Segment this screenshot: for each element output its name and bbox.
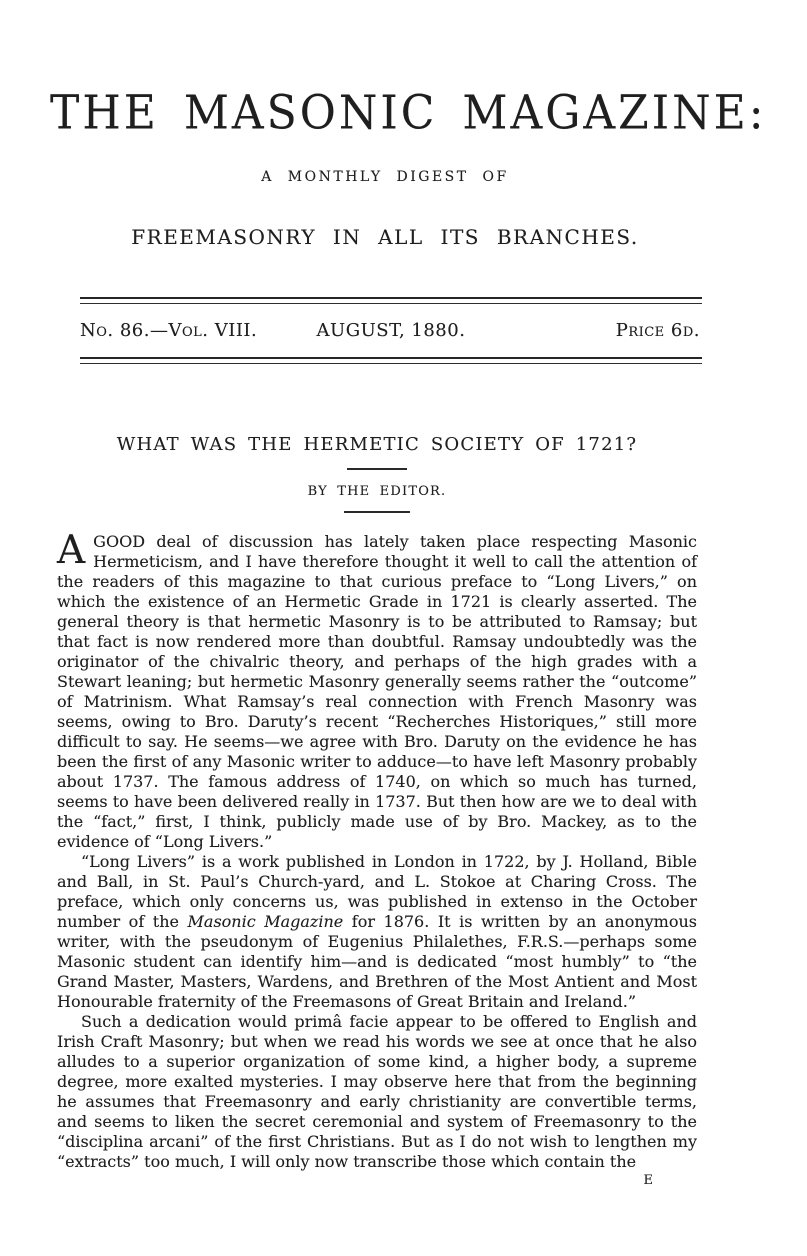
masthead [50,0,767,249]
signature-line [57,1173,697,1188]
masthead-subtitle-freemasonry: FREEMASONRY IN ALL ITS BRANCHES. [131,225,639,249]
issue-price: Price 6d. [615,320,700,341]
paragraph-1-text: GOOD deal of discussion has lately taken place respecting Masonic Hermeticism, and I have therefore thought it well to call the attention of the readers of this magazine to that curious preface to “Long Livers,” on which the existence of an Hermetic Grade in 1721 is clearly asserted. The general theory is that hermetic Masonry is to be attributed to Ramsay; but that fact is now rendered more than doubtful. Ramsay undoubtedly was the originator of the chivalric theory, and perhaps of the high grades with a Stewart leaning; but hermetic Masonry generally seems rather the “outcome” of Matrinism. What Ramsay’s real connection with French Masonry was seems, owing to Bro. Daruty’s recent “Recherches Historiques,” still more difficult to say. He seems—we agree with Bro. Daruty on the evidence he has been the first of any Masonic writer to adduce—to have left Masonry probably about 1737. The famous address of 1740, on which so much has turned, seems to have been delivered really in 1737. But then how are we to deal with the “fact,” first, I think, publicly made use of by Bro. Mackey, as to the evidence of “Long Livers.” [57,532,697,851]
issue-number-volume: No. 86.—Vol. VIII. [80,320,258,341]
double-rule-top [80,297,702,304]
article-byline: BY THE EDITOR. [307,484,447,499]
article-paragraph-1 [57,528,697,852]
article-head [57,364,697,513]
issue-block [80,297,702,364]
paragraph-2-text-after-italic: for 1876. It is written by an anonymous writer, with the pseudonym of Eugenius Philalethes, F.R.S.—perhaps some Masonic student can identify him—and is dedicated “most humbly” to “the Grand Master, Masters, Wardens, and Brethren of the Most Antient and Most Honourable fraternity of the Freemasons of Great Britain and Ireland.” [57,912,697,1011]
byline-divider-rule [344,511,410,513]
double-rule-bottom [80,357,702,364]
article-paragraph-3 [57,1012,697,1172]
issue-line [80,320,702,341]
printers-signature-mark: E [643,1173,653,1188]
article-paragraph-2 [57,852,697,1012]
article-body [57,528,697,1172]
issue-date: AUGUST, 1880. [316,320,466,341]
drop-cap-letter: A [57,528,86,573]
masthead-subtitle-digest: A MONTHLY DIGEST OF [261,169,509,185]
heading-divider-rule [347,468,407,470]
article-title: WHAT WAS THE HERMETIC SOCIETY OF 1721? [116,434,638,455]
paragraph-2-text-before-italic: “Long Livers” is a work published in London in 1722, by J. Holland, Bible and Ball, in St. Paul’s Church-yard, and L. Stokoe at Charing Cross. The preface, which only concerns us, was published in extenso in the October number of the [57,852,697,931]
magazine-title: THE MASONIC MAGAZINE: [50,85,767,140]
paragraph-3-text: Such a dedication would primâ facie appear to be offered to English and Irish Craft Masonry; but when we read his words we see at once that he also alludes to a superior organization of some kind, a higher body, a supreme degree, more exalted mysteries. I may observe here that from the beginning he assumes that Freemasonry and early christianity are convertible terms, and seems to liken the secret ceremonial and system of Freemasonry to the “disciplina arcani” of the first Christians. But as I do not wish to lengthen my “extracts” too much, I will only now transcribe those which contain the [57,1012,697,1171]
paragraph-2-italic-magazine-name: Masonic Magazine [187,912,344,931]
